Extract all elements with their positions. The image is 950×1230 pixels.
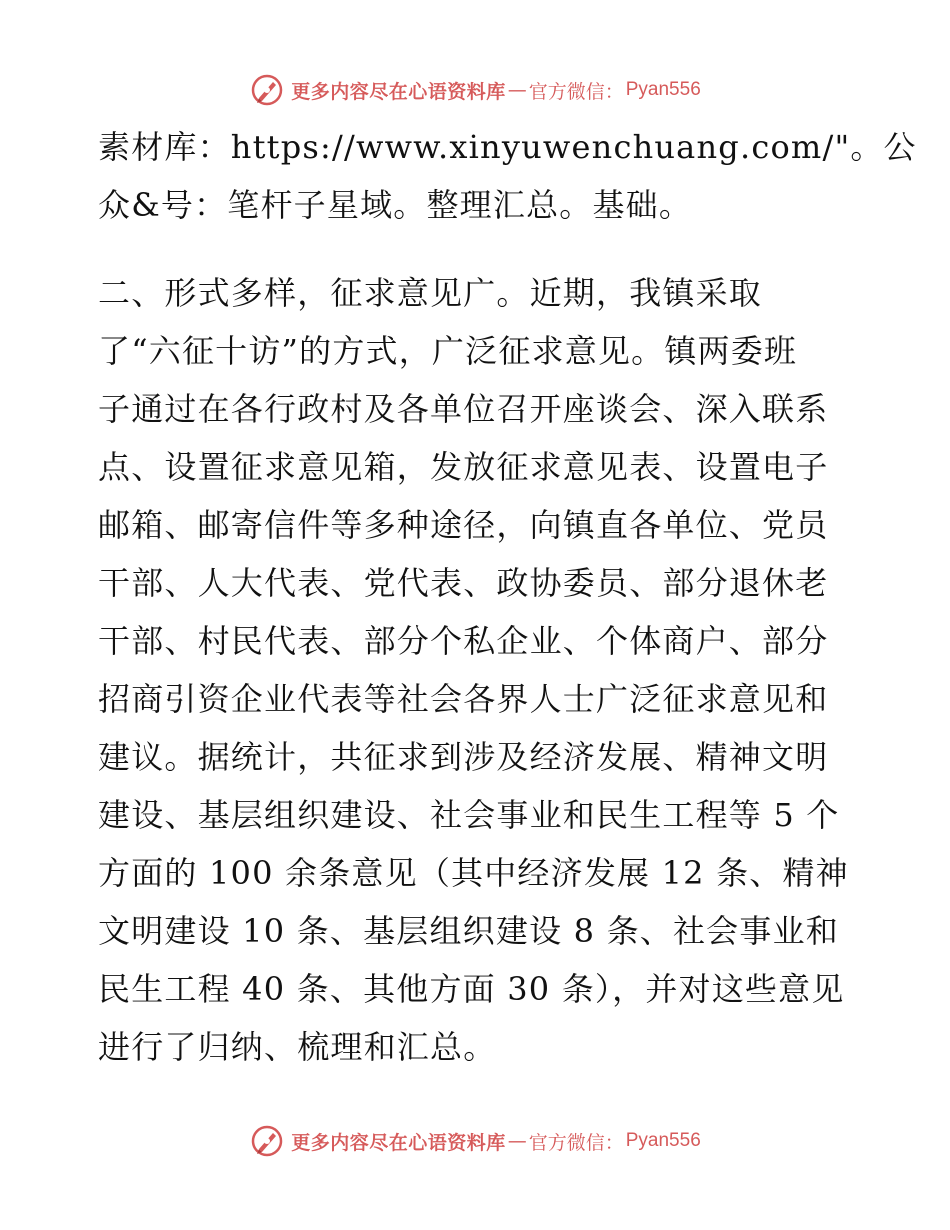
paragraph-2-line: 进行了归纳、梳理和汇总。 [98, 1028, 497, 1066]
paragraph-1-line: 素材库：https://www.xinyuwenchuang.com/"。公 [98, 128, 917, 166]
paragraph-2-line: 民生工程 40 条、其他方面 30 条），并对这些意见 [98, 970, 845, 1008]
watermark-secondary-text: 官方微信： [528, 1131, 624, 1154]
paragraph-2-line: 点、设置征求意见箱，发放征求意见表、设置电子 [98, 448, 829, 486]
paragraph-2-line: 子通过在各行政村及各单位召开座谈会、深入联系 [98, 390, 829, 428]
paragraph-2-line: 建议。据统计，共征求到涉及经济发展、精神文明 [98, 738, 829, 776]
paragraph-2-line: 了“六征十访”的方式，广泛征求意见。镇两委班 [98, 332, 798, 370]
paragraph-1-line: 众&号：笔杆子星域。整理汇总。基础。 [98, 186, 693, 224]
watermark-banner-bottom [0, 1121, 950, 1161]
paragraph-2-line: 建设、基层组织建设、社会事业和民生工程等 5 个 [98, 796, 840, 834]
paragraph-gap [98, 234, 858, 264]
watermark-secondary-text: 官方微信： [528, 80, 624, 103]
watermark-primary-text: 更多内容尽在心语资料库 [291, 80, 506, 103]
watermark-separator: — [507, 1130, 527, 1152]
pen-logo-icon [249, 1123, 285, 1159]
paragraph-2-line: 邮箱、邮寄信件等多种途径，向镇直各单位、党员 [98, 506, 829, 544]
watermark-handle: Pyan556 [625, 79, 701, 100]
paragraph-2-line: 文明建设 10 条、基层组织建设 8 条、社会事业和 [98, 912, 839, 950]
paragraph-2-line: 方面的 100 余条意见（其中经济发展 12 条、精神 [98, 854, 849, 892]
document-body [98, 118, 917, 1076]
paragraph-2-line: 干部、人大代表、党代表、政协委员、部分退休老 [98, 564, 829, 602]
watermark-banner-top [0, 70, 950, 110]
paragraph-2-line: 干部、村民代表、部分个私企业、个体商户、部分 [98, 622, 829, 660]
pen-logo-icon [249, 72, 285, 108]
paragraph-2 [98, 264, 858, 1076]
paragraph-1 [98, 118, 917, 234]
watermark-handle: Pyan556 [625, 1130, 701, 1151]
watermark-primary-text: 更多内容尽在心语资料库 [291, 1131, 506, 1154]
watermark-separator: — [507, 79, 527, 101]
paragraph-2-line: 招商引资企业代表等社会各界人士广泛征求意见和 [98, 680, 829, 718]
paragraph-2-line: 二、形式多样，征求意见广。近期，我镇采取 [98, 274, 763, 312]
